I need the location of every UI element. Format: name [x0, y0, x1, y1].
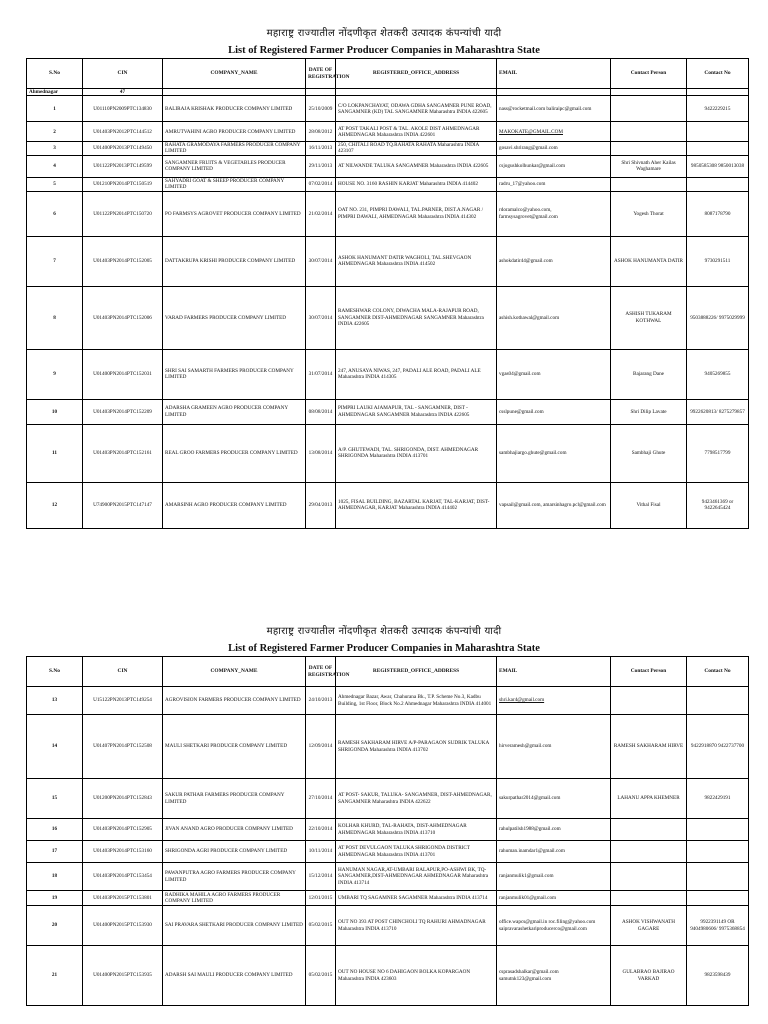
table-row [27, 286, 749, 349]
cell-sno: 3 [27, 142, 83, 155]
cell-contact-person: Yogesh Thorat [611, 191, 687, 236]
cell-address: HANUMAN NAGAR,AT-UMBARI BALAPUR,PO-ASHWI BK, TQ-SANGAMNER,DIST-AHMEDNAGAR AHMEDNAGAR Maharashtra INDIA 413714 [336, 863, 497, 891]
cell-sno: 9 [27, 349, 83, 399]
cell-address: 1025, FISAL BUILDING, BAZARTAL KARJAT, TAL-KARJAT, DIST- AHMEDNAGAR, KARJAT Maharashtra INDIA 414402 [336, 482, 497, 528]
cell-email[interactable]: vgas04@gmail.com [497, 349, 611, 399]
cell-contact-person: ASHISH TUKARAM KOTHWAL [611, 286, 687, 349]
cell-sno: 15 [27, 779, 83, 819]
cell-contact-person: Vithal Fisal [611, 482, 687, 528]
cell-contact-person [611, 122, 687, 142]
cell-cin: U01403PN2014PTC152005 [83, 236, 163, 286]
cell-company-name: PO FARMSYS AGROVET PRODUCER COMPANY LIMITED [163, 191, 306, 236]
cell-date: 30/07/2014 [306, 286, 336, 349]
cell-contact-person [611, 142, 687, 155]
cell-contact-no [687, 142, 749, 155]
cell-date: 30/07/2014 [306, 236, 336, 286]
cell-email[interactable]: ranjanmulik1@gmail.com [497, 863, 611, 891]
cell-company-name: RAHATA GRAMODAYA FARMERS PRODUCER COMPANY LIMITED [163, 142, 306, 155]
cell-cin: U01403PN2012PTC144512 [83, 122, 163, 142]
cell-email[interactable]: ashish.kothawal@gmail.com [497, 286, 611, 349]
table-row [27, 906, 749, 946]
cell-email[interactable]: csjogushkolhunkar@gmail.com [497, 155, 611, 177]
cell-company-name: BALIRAJA KRISHAK PRODUCER COMPANY LIMITED [163, 96, 306, 122]
hindi-title: महाराष्ट्र राज्यातील नोंदणीकृत शेतकरी उत्पादक कंपन्यांची यादी [266, 626, 502, 637]
cell-date: 16/11/2013 [306, 142, 336, 155]
cell-sno: 8 [27, 286, 83, 349]
cell-contact-person [611, 863, 687, 891]
table-row [27, 482, 749, 528]
cell-date: 21/02/2014 [306, 191, 336, 236]
cell-date: 25/10/2009 [306, 96, 336, 122]
cell-sno: 12 [27, 482, 83, 528]
cell-company-name: JIVAN ANAND AGRO PRODUCER COMPANY LIMITED [163, 819, 306, 841]
cell-cin: U01403PN2014PTC153454 [83, 863, 163, 891]
cell-email[interactable]: gosavi.shrirang@gmail.com [497, 142, 611, 155]
col-date: DATE OF REGISTRATION [306, 59, 336, 89]
cell-address: AT POST TAKALI POST & TAL. AKOLE DIST AHMEDNAGAR AHMEDNAGAR Maharashtra INDIA 422601 [336, 122, 497, 142]
cell-contact-person: RAMESH SAKHARAM HIRVE [611, 715, 687, 779]
cell-date: 10/11/2014 [306, 841, 336, 863]
cell-contact-person [611, 891, 687, 906]
cell-contact-no: 9822429191 [687, 779, 749, 819]
cell-date: 05/02/2015 [306, 946, 336, 1006]
cell-email[interactable]: sambhajiargo.ghute@gmail.com [497, 424, 611, 482]
cell-email[interactable]: radru_17@yahoo.com [497, 177, 611, 191]
col-sno: S.No [27, 657, 83, 687]
fpc-table [26, 656, 749, 1006]
cell-contact-person: Sambhaji Ghute [611, 424, 687, 482]
cell-cin: U01400PN2014PTC152031 [83, 349, 163, 399]
cell-cin: U01403PN2014PTC152006 [83, 286, 163, 349]
cell-email[interactable]: vapsail@gmail.com, amarsinhagro.pcl@gmail.com [497, 482, 611, 528]
table-row [27, 841, 749, 863]
col-date: DATE OF REGISTRATION [306, 657, 336, 687]
cell-address: HOUSE NO. 3160 RASHIN KARJAT Maharashtra INDIA 414402 [336, 177, 497, 191]
sheet-page-2 [0, 624, 768, 1006]
cell-cin: U01200PN2014PTC152843 [83, 779, 163, 819]
col-address: REGISTERED_OFFICE_ADDRESS [336, 59, 497, 89]
table-row [27, 819, 749, 841]
table-row [27, 349, 749, 399]
cell-contact-no: 9503888226/ 9975029999 [687, 286, 749, 349]
table-row [27, 891, 749, 906]
cell-contact-no: 9823598439 [687, 946, 749, 1006]
cell-company-name: RADHIKA MAHILA AGRO FARMERS PRODUCER COMPANY LIMITED [163, 891, 306, 906]
cell-contact-no: 9423461369 or 9422645424 [687, 482, 749, 528]
cell-company-name: AMRUTVAHINI AGRO PRODUCER COMPANY LIMITED [163, 122, 306, 142]
cell-date: 05/02/2015 [306, 906, 336, 946]
district-group-row [27, 89, 749, 96]
cell-cin: U74900PN2015PTC147147 [83, 482, 163, 528]
cell-contact-no [687, 819, 749, 841]
cell-contact-person: Bajarang Dane [611, 349, 687, 399]
cell-cin: U01403PN2014PTC152905 [83, 819, 163, 841]
col-cin: CIN [83, 657, 163, 687]
table-row [27, 191, 749, 236]
cell-date: 29/04/2013 [306, 482, 336, 528]
cell-address: AT NILWANDE TALUKA SANGAMNER Maharashtra INDIA 422605 [336, 155, 497, 177]
list-title: List of Registered Farmer Producer Companies in Maharashtra State [228, 643, 540, 654]
cell-email[interactable]: csprasadshalkar@gmail.com samutnk123@gmail.com [497, 946, 611, 1006]
cell-company-name: AGROVISION FARMERS PRODUCER COMPANY LIMITED [163, 687, 306, 715]
cell-contact-person: ASHOK VISHWANATH GAGARE [611, 906, 687, 946]
cell-contact-person [611, 96, 687, 122]
cell-contact-no: 9422918870 9422737700 [687, 715, 749, 779]
cell-company-name: PAWANPUTRA AGRO FARMERS PRODUCER COMPANY LIMITED [163, 863, 306, 891]
cell-address: OUT NO 393 AT POST CHINCHOLI TQ RAHURI AHMADNAGAR Maharashtra INDIA 413710 [336, 906, 497, 946]
cell-address: C/O LOKPANCHAYAT, ODAWA GDHA SANGAMNER PUNE ROAD, SANGAMNER (KD) TAL SANGAMNER Maharashtra INDIA 422605 [336, 96, 497, 122]
cell-address: RAMESH SAKHARAM HIRVE A/P-PARAGAON SUDRIK TALUKA SHRIGONDA Maharashtra INDIA 413702 [336, 715, 497, 779]
cell-date: 27/10/2014 [306, 779, 336, 819]
cell-address: UMBARI TQ SAGAMNER SAGAMNER Maharashtra INDIA 413714 [336, 891, 497, 906]
cell-cin: U01122PN2014PTC150720 [83, 191, 163, 236]
cell-company-name: SANGAMNER FRUITS & VEGETABLES PRODUCER COMPANY LIMITED [163, 155, 306, 177]
district-name: Ahmednagar [27, 89, 83, 96]
cell-address: PIMPRI LAUKI AJAMAPUR, TAL - SANGAMNER, DIST - AHMEDNAGAR SANGAMNER Maharashtra INDIA 422605 [336, 399, 497, 424]
cell-sno: 19 [27, 891, 83, 906]
header-row [27, 59, 749, 89]
col-sno: S.No [27, 59, 83, 89]
cell-date: 24/10/2013 [306, 687, 336, 715]
cell-cin: U01210PN2014PTC150519 [83, 177, 163, 191]
cell-company-name: SAHYADRI GOAT & SHEEP PRODUCER COMPANY LIMITED [163, 177, 306, 191]
table-row [27, 96, 749, 122]
cell-cin: U01407PN2014PTC152508 [83, 715, 163, 779]
hindi-title: महाराष्ट्र राज्यातील नोंदणीकृत शेतकरी उत्पादक कंपन्यांची यादी [266, 28, 502, 39]
cell-date: 12/09/2014 [306, 715, 336, 779]
cell-sno: 13 [27, 687, 83, 715]
cell-address: ASHOK HANUMANT DATIR WAGHOLI, TAL.SHEVGAON AHMEDNAGAR Maharashtra INDIA 414502 [336, 236, 497, 286]
cell-cin: U01400PN2015PTC153930 [83, 906, 163, 946]
cell-address: 250, CHITALI ROAD TQ.RAHATA RAHATA Maharashtra INDIA 423107 [336, 142, 497, 155]
cell-contact-no [687, 841, 749, 863]
cell-sno: 2 [27, 122, 83, 142]
cell-contact-no [687, 863, 749, 891]
cell-cin: U01110PN2009PTC134830 [83, 96, 163, 122]
cell-address: AT POST DEVULGAON TALUKA SHRIGONDA DISTRICT AHMEDNAGAR Maharashtra INDIA 413701 [336, 841, 497, 863]
cell-sno: 14 [27, 715, 83, 779]
col-company-name: COMPANY_NAME [163, 657, 306, 687]
cell-contact-no: 9922391149 OR 9404980606/ 9975368854 [687, 906, 749, 946]
cell-email[interactable]: shri.kar4@gmail.com [497, 687, 611, 715]
col-address: REGISTERED_OFFICE_ADDRESS [336, 657, 497, 687]
table-row [27, 863, 749, 891]
cell-sno: 5 [27, 177, 83, 191]
cell-company-name: SAKUR PATHAR FARMERS PRODUCER COMPANY LIMITED [163, 779, 306, 819]
col-cin: CIN [83, 59, 163, 89]
cell-sno: 4 [27, 155, 83, 177]
table-row [27, 142, 749, 155]
cell-contact-no: 8087178790 [687, 191, 749, 236]
cell-sno: 10 [27, 399, 83, 424]
cell-company-name: SAI PRAVARA SHETKARI PRODUCER COMPANY LIMITED [163, 906, 306, 946]
cell-address: AT POST- SAKUR, TALUKA- SANGAMNER, DIST-AHMEDNAGAR, SANGAMNER Maharashtra INDIA 422622 [336, 779, 497, 819]
table-row [27, 687, 749, 715]
cell-contact-no [687, 891, 749, 906]
cell-contact-person [611, 177, 687, 191]
cell-contact-no: 7798517799 [687, 424, 749, 482]
cell-sno: 1 [27, 96, 83, 122]
cell-contact-person: Shri Shivnath Aher Kailas Waghamare [611, 155, 687, 177]
cell-company-name: DATTAKRUPA KRISHI PRODUCER COMPANY LIMITED [163, 236, 306, 286]
cell-contact-no: 9922620813/ 8275279857 [687, 399, 749, 424]
table-row [27, 155, 749, 177]
table-row [27, 946, 749, 1006]
cell-contact-person [611, 819, 687, 841]
col-email: EMAIL [497, 59, 611, 89]
cell-company-name: SHRI SAI SAMARTH FARMERS PRODUCER COMPANY LIMITED [163, 349, 306, 399]
cell-address: OAT NO. 231, PIMPRI DAWALI, TAL.PARNER, DIST.A.NAGAR / PIMPRI DAWALI, AHMEDNAGAR Maharashtra INDIA 414302 [336, 191, 497, 236]
cell-contact-no: 9730291511 [687, 236, 749, 286]
cell-date: 15/12/2014 [306, 863, 336, 891]
table-row [27, 715, 749, 779]
cell-cin: U01403PN2014PTC153160 [83, 841, 163, 863]
cell-sno: 7 [27, 236, 83, 286]
cell-date: 12/01/2015 [306, 891, 336, 906]
cell-date: 13/08/2014 [306, 424, 336, 482]
cell-email[interactable]: rdoramalco@yahoo.com, farmsysagrovet@gmail.com [497, 191, 611, 236]
cell-contact-person [611, 687, 687, 715]
cell-address: RAMESHWAR COLONY, DIWACHA MALA-RAJAPUR ROAD, SANGAMNER DIST-AHMEDNAGAR SANGAMNER Maharashtra INDIA 422605 [336, 286, 497, 349]
cell-cin: U15122PN2013PTC149254 [83, 687, 163, 715]
cell-company-name: ADARSH SAI MAULI PRODUCER COMPANY LIMITED [163, 946, 306, 1006]
cell-company-name: VARAD FARMERS PRODUCER COMPANY LIMITED [163, 286, 306, 349]
table-row [27, 122, 749, 142]
cell-cin: U01122PN2013PTC149599 [83, 155, 163, 177]
cell-email[interactable]: office.wapcs@gmail.in roc.filing@yahoo.com saipravarashetkariproducerco@gmail.com [497, 906, 611, 946]
district-count: 47 [83, 89, 163, 96]
cell-sno: 6 [27, 191, 83, 236]
cell-email[interactable]: csslpune@gmail.com [497, 399, 611, 424]
cell-date: 08/08/2014 [306, 399, 336, 424]
cell-email[interactable]: ranjanmulik01@gmail.com [497, 891, 611, 906]
cell-email[interactable]: ashokdatir44@gmail.com [497, 236, 611, 286]
cell-contact-no: 9422229215 [687, 96, 749, 122]
table-row [27, 236, 749, 286]
cell-company-name: AMARSINH AGRO PRODUCER COMPANY LIMITED [163, 482, 306, 528]
col-email: EMAIL [497, 657, 611, 687]
cell-email[interactable]: nass@rocketmail.com baliraipc@gmail.com [497, 96, 611, 122]
table-row [27, 424, 749, 482]
cell-address: A/P. GHUTEWADI, TAL. SHRIGONDA, DIST. AHMEDNAGAR SHRIGONDA Maharashtra INDIA 413701 [336, 424, 497, 482]
col-contact-person: Contact Person [611, 59, 687, 89]
cell-company-name: MAULI SHETKARI PRODUCER COMPANY LIMITED [163, 715, 306, 779]
cell-contact-no [687, 687, 749, 715]
cell-email[interactable]: MAKOKATE@GMAIL.COM [497, 122, 611, 142]
cell-company-name: REAL GROO FARMERS PRODUCER COMPANY LIMITED [163, 424, 306, 482]
cell-date: 22/10/2014 [306, 819, 336, 841]
cell-contact-person: GULABRAO BAJIRAO VARKAD [611, 946, 687, 1006]
cell-email[interactable]: rahuman.inamdar1@gmail.com [497, 841, 611, 863]
table-row [27, 779, 749, 819]
cell-sno: 21 [27, 946, 83, 1006]
cell-contact-person: LAHANU APPA KHEMNER [611, 779, 687, 819]
cell-cin: U01403PN2014PTC152161 [83, 424, 163, 482]
col-contact-no: Contact No [687, 59, 749, 89]
cell-cin: U01403PN2014PTC152209 [83, 399, 163, 424]
col-contact-person: Contact Person [611, 657, 687, 687]
sheet-page-1 [0, 26, 768, 529]
cell-cin: U01403PN2015PTC153801 [83, 891, 163, 906]
cell-company-name: SHRIGONDA AGRI PRODUCER COMPANY LIMITED [163, 841, 306, 863]
cell-contact-person: ASHOK HANUMANTA DATIR [611, 236, 687, 286]
header-row [27, 657, 749, 687]
cell-date: 07/02/2014 [306, 177, 336, 191]
cell-date: 29/11/2013 [306, 155, 336, 177]
table-row [27, 177, 749, 191]
cell-company-name: ADARSHA GRAMEEN AGRO PRODUCER COMPANY LIMITED [163, 399, 306, 424]
cell-contact-person [611, 841, 687, 863]
cell-contact-no: 9850585308 9850013038 [687, 155, 749, 177]
cell-cin: U01400PN2015PTC153935 [83, 946, 163, 1006]
cell-contact-no: 9405269855 [687, 349, 749, 399]
cell-cin: U01400PN2013PTC149450 [83, 142, 163, 155]
cell-sno: 20 [27, 906, 83, 946]
cell-date: 28/08/2012 [306, 122, 336, 142]
col-company-name: COMPANY_NAME [163, 59, 306, 89]
cell-contact-person: Shri Dilip Lavate [611, 399, 687, 424]
cell-sno: 16 [27, 819, 83, 841]
cell-sno: 18 [27, 863, 83, 891]
cell-email[interactable]: rahulpatilsh1988@gmail.com [497, 819, 611, 841]
cell-address: OUT NO HOUSE NO 6 DAHIGAON BOLKA KOPARGAON Maharashtra INDIA 423603 [336, 946, 497, 1006]
cell-contact-no [687, 122, 749, 142]
list-title: List of Registered Farmer Producer Companies in Maharashtra State [228, 45, 540, 56]
cell-address: KOLHAR KHURD, TAL-RAHATA, DIST-AHMEDNAGAR AHMEDNAGAR Maharashtra INDIA 413710 [336, 819, 497, 841]
cell-sno: 11 [27, 424, 83, 482]
cell-address: Ahmednagar Bazar, Awar, Chahurana Bk., T.P. Scheme No.3, Kadbu Building, 1st Floor, Block No.2 Ahmednagar Maharashtra INDIA 414001 [336, 687, 497, 715]
table-row [27, 399, 749, 424]
cell-email[interactable]: sakurpathar2014@gmail.com [497, 779, 611, 819]
cell-date: 31/07/2014 [306, 349, 336, 399]
cell-contact-no [687, 177, 749, 191]
cell-address: 247, ANUSAYA NIWAS, 247, PADALI ALE ROAD, PADALI ALE Maharashtra INDIA 414305 [336, 349, 497, 399]
cell-sno: 17 [27, 841, 83, 863]
col-contact-no: Contact No [687, 657, 749, 687]
cell-email[interactable]: hirveramesh@gmail.com [497, 715, 611, 779]
fpc-table [26, 58, 749, 529]
